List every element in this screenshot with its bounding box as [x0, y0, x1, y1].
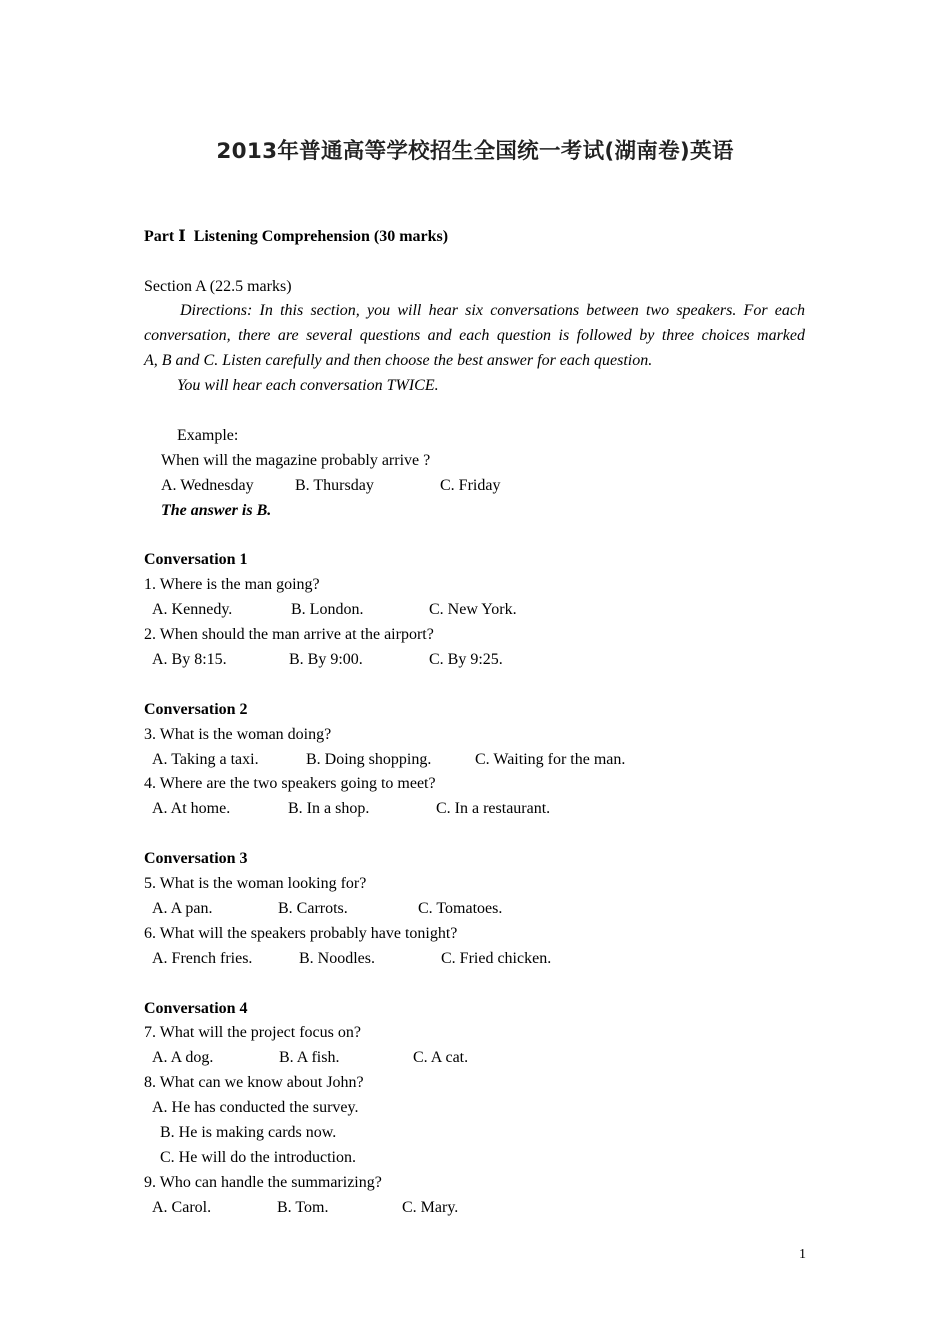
directions-line-1: Directions: In this section, you will hear six conversations between two speakers. For each [180, 302, 805, 319]
option-c: C. By 9:25. [429, 651, 503, 668]
option-c: C. A cat. [413, 1049, 469, 1066]
option-b: B. Noodles. [299, 950, 375, 967]
conversation-heading: Conversation 3 [144, 850, 248, 867]
conversation-heading: Conversation 4 [144, 1000, 248, 1017]
question-7: 7. What will the project focus on? [144, 1024, 361, 1041]
example-label: Example: [177, 427, 239, 444]
option-b: B. London. [291, 601, 364, 618]
option-a: A. A dog. [152, 1049, 214, 1066]
option-b: B. A fish. [279, 1049, 340, 1066]
directions-line-3: A, B and C. Listen carefully and then choose the best answer for each question. [144, 352, 653, 369]
directions-twice: You will hear each conversation TWICE. [177, 377, 439, 394]
option-b: B. He is making cards now. [160, 1124, 337, 1141]
option-b: B. In a shop. [288, 800, 370, 817]
option-c: C. Fried chicken. [441, 950, 552, 967]
option-a: A. A pan. [152, 900, 213, 917]
conversation-heading: Conversation 2 [144, 701, 248, 718]
option-a: A. Taking a taxi. [152, 751, 259, 768]
question-1: 1. Where is the man going? [144, 576, 320, 593]
question-6: 6. What will the speakers probably have tonight? [144, 925, 458, 942]
option-a: A. By 8:15. [152, 651, 227, 668]
option-c: C. In a restaurant. [436, 800, 551, 817]
option-c: C. New York. [429, 601, 517, 618]
option-b: B. Tom. [277, 1199, 329, 1216]
option-a: A. French fries. [152, 950, 253, 967]
option-b: B. Doing shopping. [306, 751, 432, 768]
option-a: A. Kennedy. [152, 601, 233, 618]
example-option-c: C. Friday [440, 477, 501, 494]
option-c: C. Mary. [402, 1199, 459, 1216]
example-answer: The answer is B. [161, 502, 272, 519]
option-b: B. Carrots. [278, 900, 348, 917]
conversation-heading: Conversation 1 [144, 551, 248, 568]
example-question: When will the magazine probably arrive ? [161, 452, 431, 469]
option-b: B. By 9:00. [289, 651, 363, 668]
option-a: A. At home. [152, 800, 231, 817]
option-c: C. Waiting for the man. [475, 751, 626, 768]
example-option-b: B. Thursday [295, 477, 374, 494]
option-a: A. Carol. [152, 1199, 212, 1216]
question-3: 3. What is the woman doing? [144, 726, 332, 743]
question-9: 9. Who can handle the summarizing? [144, 1174, 382, 1191]
question-4: 4. Where are the two speakers going to meet? [144, 775, 436, 792]
page-title: 2013年普通高等学校招生全国统一考试(湖南卷)英语 [216, 139, 734, 164]
question-2: 2. When should the man arrive at the airport? [144, 626, 434, 643]
section-a-heading: Section A (22.5 marks) [144, 278, 292, 295]
question-8: 8. What can we know about John? [144, 1074, 364, 1091]
option-c: C. He will do the introduction. [160, 1149, 356, 1166]
directions-line-2: conversation, there are several questions and each question is followed by three choices marked [144, 327, 805, 344]
example-option-a: A. Wednesday [161, 477, 254, 494]
page-number: 1 [799, 1247, 806, 1262]
option-a: A. He has conducted the survey. [152, 1099, 359, 1116]
option-c: C. Tomatoes. [418, 900, 503, 917]
part-heading: Part Ⅰ Listening Comprehension (30 marks) [144, 228, 449, 245]
question-5: 5. What is the woman looking for? [144, 875, 367, 892]
